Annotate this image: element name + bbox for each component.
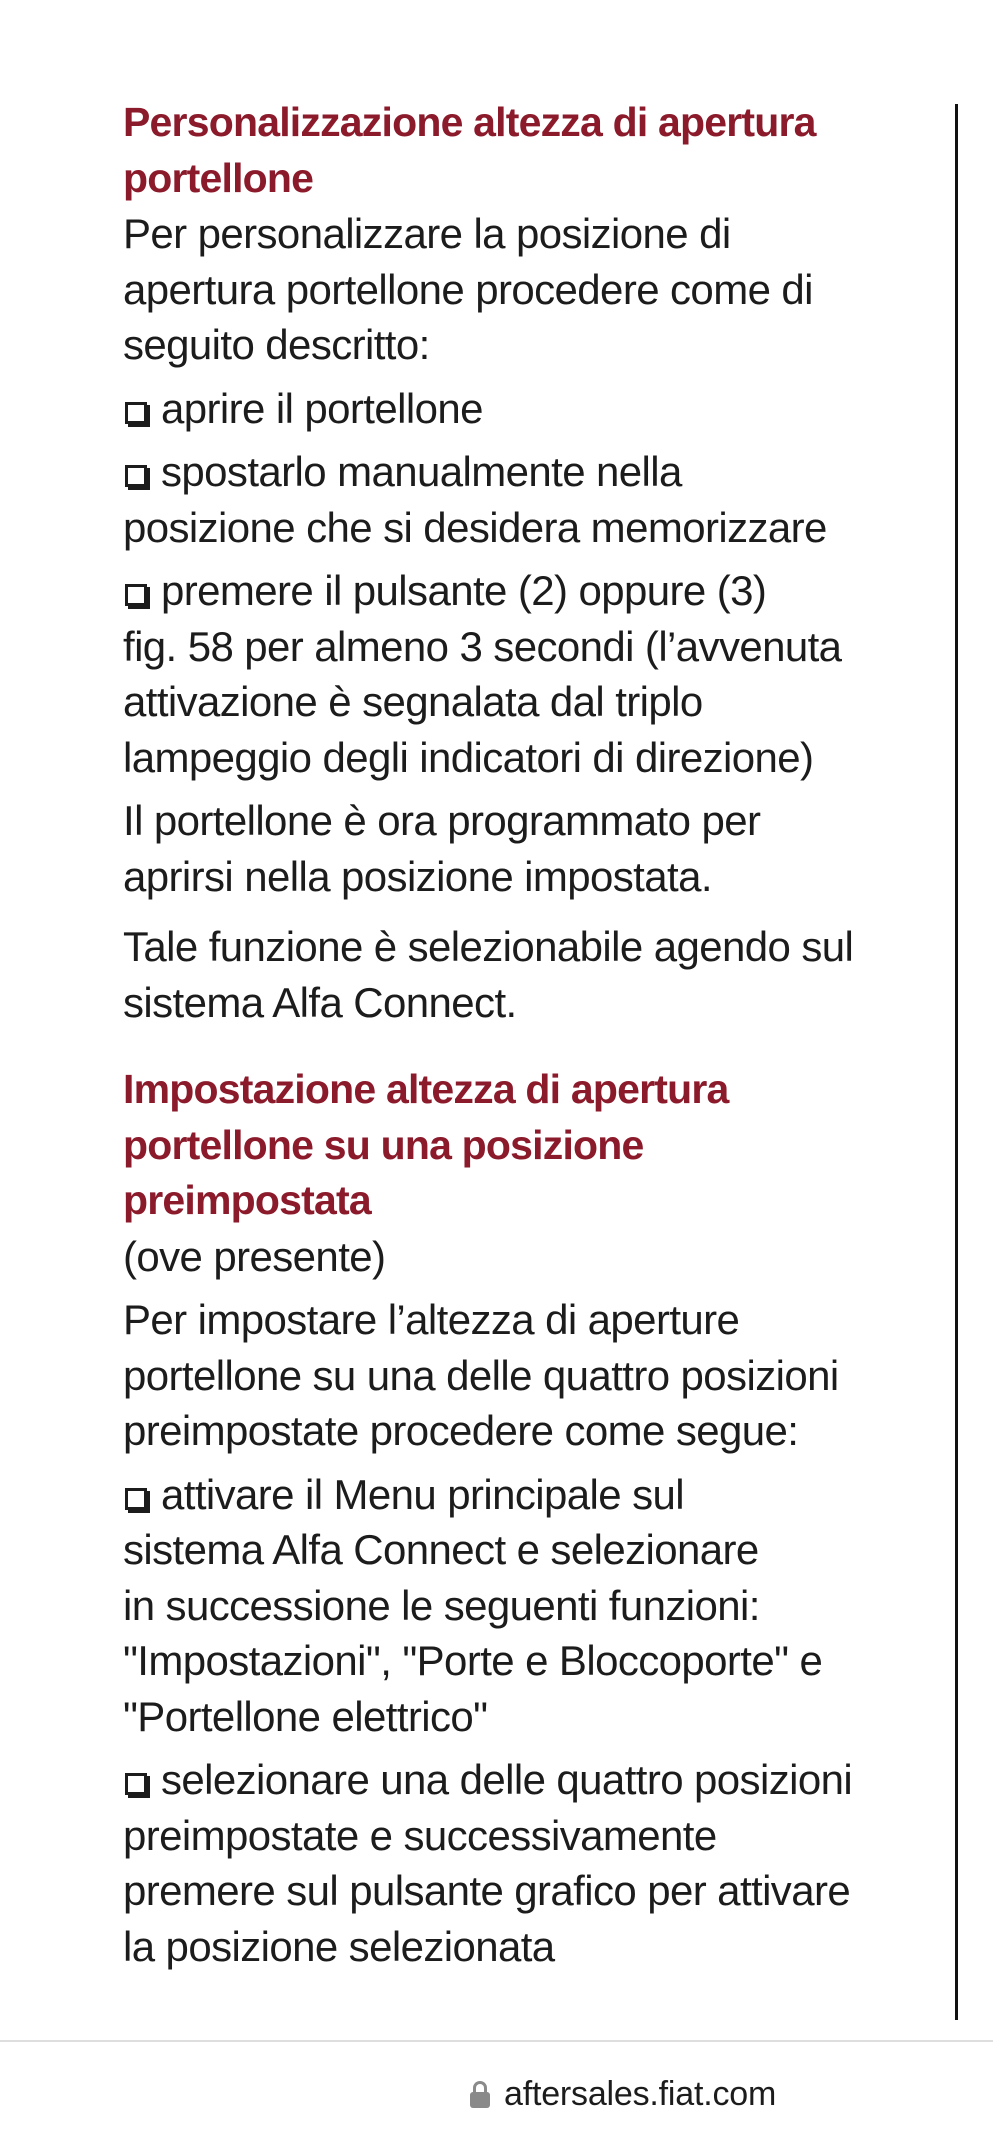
text-line: attivazione è segnalata dal triplo [123, 678, 703, 725]
step-item [123, 563, 923, 785]
page-margin-rule [955, 104, 958, 2020]
heading-line: portellone [123, 154, 314, 201]
step-item [123, 444, 923, 555]
section-heading-personalizzazione [123, 95, 923, 206]
section-subtitle: (ove presente) [123, 1232, 386, 1280]
heading-line: Personalizzazione altezza di apertura [123, 99, 816, 145]
url-display[interactable] [470, 2074, 776, 2114]
text-line: posizione che si desidera memorizzare [123, 503, 827, 551]
step-text: premere il pulsante (2) oppure (3) [161, 567, 767, 614]
text-line: fig. 58 per almeno 3 secondi (l’avvenuta [123, 622, 842, 670]
intro-paragraph [123, 1292, 923, 1459]
text-line [123, 1752, 923, 1808]
text-line: seguito descritto: [123, 321, 430, 368]
checkbox-bullet-icon [125, 465, 147, 487]
lock-icon [470, 2081, 490, 2108]
browser-address-bar[interactable] [0, 2040, 993, 2136]
url-text: aftersales.fiat.com [504, 2075, 777, 2113]
text-line: Per impostare l’altezza di aperture [123, 1296, 740, 1343]
heading-line: preimpostata [123, 1177, 371, 1223]
text-line: preimpostate procedere come segue: [123, 1407, 799, 1454]
text-line: in successione le seguenti funzioni: [123, 1581, 760, 1629]
text-line: premere sul pulsante grafico per attivare [123, 1867, 851, 1914]
checkbox-bullet-icon [125, 584, 147, 606]
step-text: selezionare una delle quattro posizioni [161, 1756, 853, 1803]
heading-line: portellone su una posizione [123, 1121, 644, 1168]
note-paragraph [123, 919, 923, 1030]
text-line [123, 1467, 923, 1523]
text-line: aprirsi nella posizione impostata. [123, 852, 712, 900]
step-item [123, 1752, 923, 1974]
text-line: "Impostazioni", "Porte e Bloccoporte" e [123, 1637, 823, 1684]
step-text: attivare il Menu principale sul [161, 1470, 684, 1518]
note-paragraph [123, 793, 923, 904]
text-line: apertura portellone procedere come di [123, 265, 813, 313]
intro-paragraph [123, 206, 923, 373]
text-line [123, 444, 923, 500]
text-line: sistema Alfa Connect. [123, 978, 517, 1026]
text-line: Il portellone è ora programmato per [123, 797, 761, 844]
text-line [123, 563, 923, 619]
text-line: portellone su una delle quattro posizioni [123, 1351, 839, 1399]
checkbox-bullet-icon [125, 1773, 147, 1795]
text-line: la posizione selezionata [123, 1922, 555, 1970]
text-line: Tale funzione è selezionabile agendo sul [123, 923, 854, 970]
text-line: Per personalizzare la posizione di [123, 210, 731, 257]
text-line: lampeggio degli indicatori di direzione) [123, 733, 814, 781]
text-line: preimpostate e successivamente [123, 1811, 717, 1859]
manual-content [123, 95, 923, 1974]
step-text: spostarlo manualmente nella [161, 448, 682, 495]
step-text: aprire il portellone [161, 384, 483, 432]
checkbox-bullet-icon [125, 1488, 147, 1510]
step-item [123, 1467, 923, 1745]
text-line: "Portellone elettrico" [123, 1692, 488, 1740]
section-heading-impostazione [123, 1062, 923, 1229]
text-line: sistema Alfa Connect e selezionare [123, 1526, 759, 1573]
heading-line: Impostazione altezza di apertura [123, 1066, 729, 1112]
text-line [123, 381, 923, 437]
checkbox-bullet-icon [125, 402, 147, 424]
step-item [123, 381, 923, 437]
